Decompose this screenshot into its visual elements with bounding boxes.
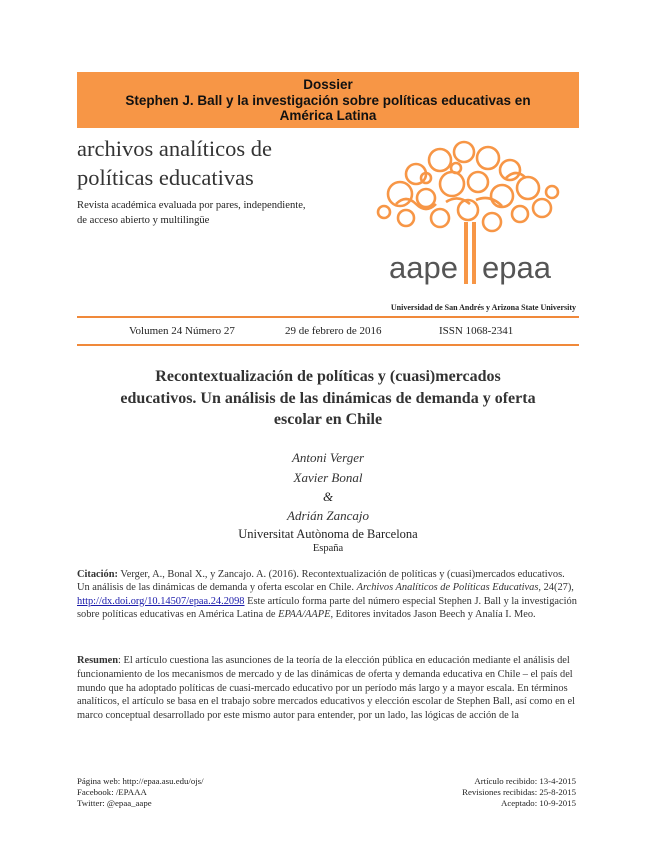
abstract-text: : El artículo cuestiona las asunciones de la teoría de la elección pública en educación mediante el análisis del funcionamiento de los mecanismos de mercado y de las dinámicas de oferta y demanda educativa en Chile – el país del mundo que ha adoptado políticas de cuasi-mercado educativo por un período más largo y a mayor escala. En términos analíticos, el artículo se basa en el trabajo sobre mercados educativos y elección escolar de Stephen Ball, así como en el marco conceptual desarrollado por este mismo autor para entender, por un lado, las lógicas de acción de la (77, 655, 575, 722)
footer-web: Página web: http://epaa.asu.edu/ojs/ (77, 776, 204, 786)
top-divider (77, 316, 579, 318)
abstract-paragraph (77, 654, 579, 723)
citation-journal-abbrev: EPAA/AAPE (278, 609, 331, 621)
issue-volume: Volumen 24 Número 27 (129, 325, 235, 337)
journal-title (77, 134, 272, 192)
banner-subtitle-line1: Stephen J. Ball y la investigación sobre políticas educativas en (125, 92, 531, 108)
tree-trunk-icon (466, 222, 474, 284)
footer-facebook: Facebook: /EPAAA (77, 787, 147, 798)
citation-paragraph (77, 568, 579, 622)
article-title-line1: Recontextualización de políticas y (cuasi)mercados (155, 368, 501, 385)
citation-volume: 24(27), (541, 582, 574, 594)
footer-contact (77, 776, 204, 810)
banner-heading: Dossier (303, 77, 353, 92)
article-title (90, 366, 566, 431)
citation-journal: Archivos Analíticos de Políticas Educativas, (356, 582, 541, 594)
journal-desc-line1: Revista académica evaluada por pares, independiente, (77, 200, 306, 211)
issue-issn: ISSN 1068-2341 (439, 325, 514, 337)
journal-desc-line2: de acceso abierto y multilingüe (77, 215, 210, 226)
abstract-label: Resumen (77, 655, 118, 666)
logo-text-right: epaa (482, 250, 551, 285)
author-name: Antoni Verger (291, 450, 365, 465)
citation-label: Citación: (77, 569, 118, 580)
logo-text-left: aape (389, 250, 458, 285)
doi-link[interactable]: http://dx.doi.org/10.14507/epaa.24.2098 (77, 595, 245, 607)
tree-canopy-icon (378, 142, 558, 231)
author-name: Adrián Zancajo (287, 508, 369, 523)
issue-date: 29 de febrero de 2016 (285, 325, 382, 337)
dossier-banner (77, 72, 579, 128)
citation-editors: , Editores invitados Jason Beech y Analía I. Meo. (330, 609, 536, 621)
aape-epaa-tree-logo (356, 134, 582, 294)
article-title-line2: educativos. Un análisis de las dinámicas de demanda y oferta (120, 389, 536, 407)
bottom-divider (77, 344, 579, 346)
footer-twitter: Twitter: @epaa_aape (77, 798, 152, 809)
author-ampersand: & (322, 489, 334, 504)
article-title-line3: escolar en Chile (273, 411, 383, 428)
citation-note: Este artículo forma parte del número especial Stephen J. Ball y la investigación sobre políticas educativas en América Latina de (77, 595, 577, 621)
affiliation: Universitat Autònoma de Barcelona (238, 527, 418, 541)
citation-text: Verger, A., Bonal X., y Zancajo. A. (2016). Recontextualización de políticas y (cuasi)mercados educativos. Un análisis de las dinámicas de demanda y oferta escolar en Chile. (77, 569, 565, 594)
footer-dates (462, 776, 576, 810)
author-block (77, 448, 579, 556)
footer-accepted: Aceptado: 10-9-2015 (501, 798, 576, 809)
journal-title-line2: políticas educativas (77, 165, 254, 190)
footer-revisions: Revisiones recibidas: 25-8-2015 (462, 787, 576, 798)
journal-title-line1: archivos analíticos de (77, 136, 272, 161)
banner-subtitle-line2: América Latina (279, 108, 377, 123)
author-name: Xavier Bonal (293, 470, 363, 485)
footer-received: Artículo recibido: 13-4-2015 (474, 776, 576, 786)
journal-description (77, 198, 306, 228)
university-line: Universidad de San Andrés y Arizona State University (390, 303, 576, 312)
country: España (312, 543, 344, 554)
